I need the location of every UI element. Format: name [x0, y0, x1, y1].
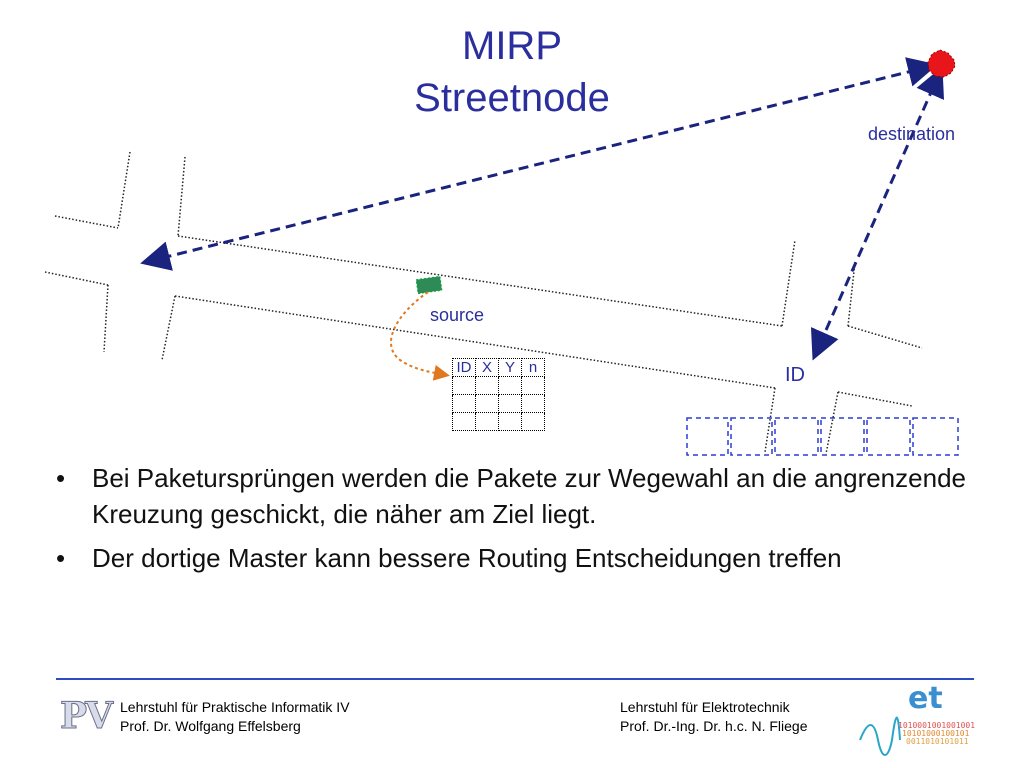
packet-header-y: Y	[499, 359, 522, 377]
cell	[775, 418, 818, 455]
bullet-item	[56, 460, 986, 532]
packet-table	[452, 358, 545, 431]
footer-right-line2: Prof. Dr.-Ing. Dr. h.c. N. Fliege	[620, 718, 808, 734]
footer-left-line1: Lehrstuhl für Praktische Informatik IV	[120, 699, 350, 715]
footer-right-line1: Lehrstuhl für Elektrotechnik	[620, 699, 790, 715]
street-edge	[45, 272, 108, 285]
street-edge	[765, 388, 775, 452]
packet-row	[453, 395, 545, 413]
street-edge	[848, 262, 855, 326]
cell	[913, 418, 958, 455]
et-logo-bits: 10101000100101	[902, 729, 970, 738]
street-edge	[118, 152, 130, 228]
et-logo-wave-icon	[860, 718, 900, 756]
cell	[867, 418, 910, 455]
street-edge	[838, 392, 912, 406]
bullet-list	[56, 460, 986, 584]
cell	[731, 418, 772, 455]
cell-row	[687, 418, 958, 455]
street-edge	[55, 216, 118, 228]
bullet-dot: •	[56, 463, 66, 493]
route-arrow-to-intersection	[146, 66, 932, 262]
et-logo-bits: 1010001001001001	[898, 721, 976, 730]
street-edge	[162, 296, 175, 360]
footer-divider	[56, 678, 974, 680]
packet-header-row	[453, 359, 545, 377]
source-label: source	[430, 305, 485, 325]
bullet-item	[56, 540, 986, 576]
destination-node	[928, 50, 955, 77]
slide-title-line2: Streetnode	[414, 76, 610, 120]
et-logo-bits: 0011010101011	[906, 737, 969, 746]
pv-logo: PV	[60, 695, 112, 737]
street-edge	[826, 392, 838, 454]
bullet-text: Der dortige Master kann bessere Routing Entscheidungen treffen	[92, 543, 842, 573]
destination-label: destination	[868, 124, 956, 144]
slide-title-line1: MIRP	[462, 24, 562, 68]
packet-row	[453, 377, 545, 395]
packet-row	[453, 413, 545, 431]
source-node	[416, 276, 442, 293]
cell	[687, 418, 728, 455]
et-logo-text: et	[908, 681, 943, 716]
street-edge	[178, 157, 185, 236]
cell	[821, 418, 864, 455]
footer-left	[120, 698, 350, 736]
footer-right	[620, 698, 808, 736]
footer-left-line2: Prof. Dr. Wolfgang Effelsberg	[120, 718, 301, 734]
street-edge	[848, 326, 922, 348]
packet-header-id: ID	[453, 359, 476, 377]
bullet-dot: •	[56, 543, 66, 573]
packet-header-n: n	[522, 359, 545, 377]
id-label: ID	[785, 364, 805, 386]
packet-header-x: X	[476, 359, 499, 377]
route-arrow-to-id	[815, 72, 940, 355]
et-logo	[858, 680, 978, 760]
bullet-text: Bei Paketursprüngen werden die Pakete zur Wegewahl an die angrenzende Kreuzung geschickt, die näher am Ziel liegt.	[92, 463, 966, 529]
street-edge	[104, 285, 108, 352]
street-edge	[782, 240, 795, 326]
